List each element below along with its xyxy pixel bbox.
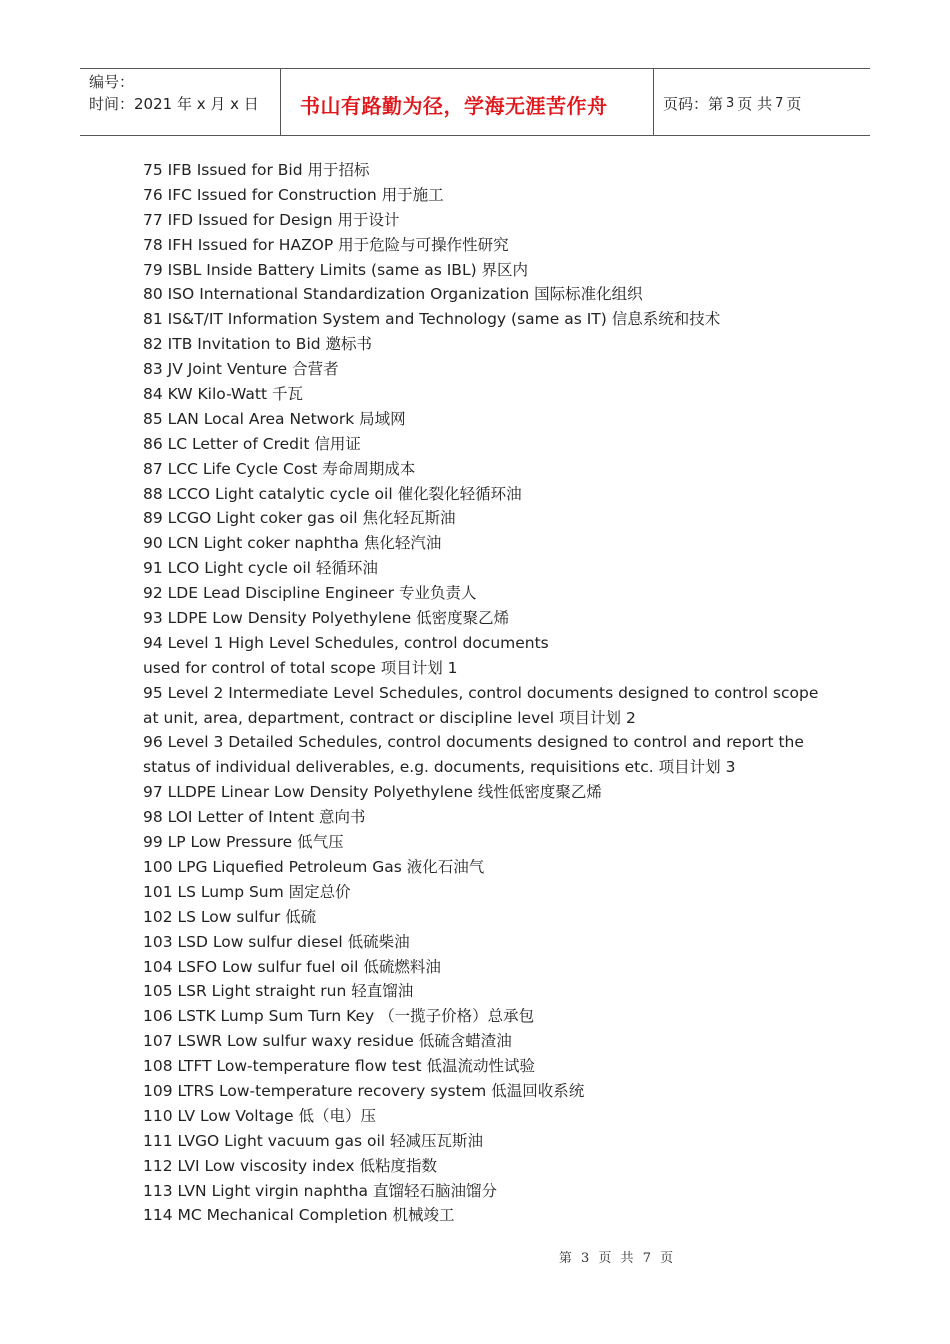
glossary-line: 110 LV Low Voltage 低（电）压 <box>143 1106 376 1125</box>
glossary-line: 105 LSR Light straight run 轻直馏油 <box>143 982 414 1001</box>
time-label: 时间：2021 年 x 月 x 日 <box>89 95 259 113</box>
glossary-list <box>143 158 843 1228</box>
glossary-line: 97 LLDPE Linear Low Density Polyethylene 线性低密度聚乙烯 <box>143 783 602 802</box>
glossary-line: 78 IFH Issued for HAZOP 用于危险与可操作性研究 <box>143 235 509 254</box>
glossary-line: 95 Level 2 Intermediate Level Schedules, control documents designed to control scope <box>143 683 819 702</box>
glossary-line: 76 IFC Issued for Construction 用于施工 <box>143 185 444 204</box>
glossary-line: 104 LSFO Low sulfur fuel oil 低硫燃料油 <box>143 957 441 976</box>
glossary-line: 92 LDE Lead Discipline Engineer 专业负责人 <box>143 584 477 603</box>
page-current: 3 <box>726 95 735 111</box>
glossary-line: 107 LSWR Low sulfur waxy residue 低硫含蜡渣油 <box>143 1032 512 1051</box>
glossary-line: 88 LCCO Light catalytic cycle oil 催化裂化轻循环油 <box>143 484 522 503</box>
glossary-line: 106 LSTK Lump Sum Turn Key （一揽子价格）总承包 <box>143 1007 535 1026</box>
glossary-line: used for control of total scope 项目计划 1 <box>143 658 458 677</box>
glossary-line: 86 LC Letter of Credit 信用证 <box>143 434 361 453</box>
glossary-line: 109 LTRS Low-temperature recovery system 低温回收系统 <box>143 1081 585 1100</box>
page-footer: 第 3 页 共 7 页 <box>558 1251 674 1266</box>
glossary-line: 102 LS Low sulfur 低硫 <box>143 907 317 926</box>
glossary-line: 85 LAN Local Area Network 局域网 <box>143 409 406 428</box>
motto-text: 书山有路勤为径，学海无涯苦作舟 <box>300 94 608 118</box>
glossary-line: 83 JV Joint Venture 合营者 <box>143 360 339 379</box>
header-page-number <box>654 69 870 135</box>
glossary-line: 98 LOI Letter of Intent 意向书 <box>143 808 366 827</box>
glossary-line: 89 LCGO Light coker gas oil 焦化轻瓦斯油 <box>143 509 456 528</box>
glossary-line: 96 Level 3 Detailed Schedules, control documents designed to control and report the <box>143 733 804 752</box>
serial-label: 编号： <box>89 73 135 91</box>
glossary-line: 75 IFB Issued for Bid 用于招标 <box>143 161 370 179</box>
page-total: 7 <box>775 95 784 111</box>
glossary-line: 101 LS Lump Sum 固定总价 <box>143 882 351 901</box>
glossary-line: 113 LVN Light virgin naphtha 直馏轻石脑油馏分 <box>143 1181 497 1200</box>
glossary-line: 112 LVI Low viscosity index 低粘度指数 <box>143 1156 437 1175</box>
glossary-line: 103 LSD Low sulfur diesel 低硫柴油 <box>143 932 410 951</box>
page-header <box>80 68 870 136</box>
glossary-line: 87 LCC Life Cycle Cost 寿命周期成本 <box>143 459 416 478</box>
page-prefix: 页码：第 <box>663 94 724 113</box>
glossary-line: 81 IS&T/IT Information System and Technology (same as IT) 信息系统和技术 <box>143 310 721 329</box>
glossary-line: 80 ISO International Standardization Organization 国际标准化组织 <box>143 285 643 304</box>
page-suffix: 页 <box>786 94 802 113</box>
glossary-line: 90 LCN Light coker naphtha 焦化轻汽油 <box>143 534 442 553</box>
header-motto <box>281 69 654 135</box>
header-meta <box>80 69 281 135</box>
glossary-line: status of individual deliverables, e.g. documents, requisitions etc. 项目计划 3 <box>143 758 736 777</box>
glossary-line: 79 ISBL Inside Battery Limits (same as IBL) 界区内 <box>143 260 529 279</box>
glossary-line: 114 MC Mechanical Completion 机械竣工 <box>143 1206 455 1225</box>
glossary-line: 111 LVGO Light vacuum gas oil 轻减压瓦斯油 <box>143 1131 484 1150</box>
glossary-line: 99 LP Low Pressure 低气压 <box>143 833 344 852</box>
glossary-line: 84 KW Kilo-Watt 千瓦 <box>143 385 303 404</box>
glossary-line: 94 Level 1 High Level Schedules, control documents <box>143 633 549 652</box>
glossary-line: 91 LCO Light cycle oil 轻循环油 <box>143 559 378 578</box>
glossary-line: 82 ITB Invitation to Bid 邀标书 <box>143 335 373 354</box>
glossary-line: 93 LDPE Low Density Polyethylene 低密度聚乙烯 <box>143 609 510 628</box>
page-mid: 页 共 <box>737 94 773 113</box>
glossary-line: 77 IFD Issued for Design 用于设计 <box>143 210 400 229</box>
glossary-line: at unit, area, department, contract or discipline level 项目计划 2 <box>143 708 636 727</box>
glossary-line: 100 LPG Liquefied Petroleum Gas 液化石油气 <box>143 857 485 876</box>
glossary-line: 108 LTFT Low-temperature flow test 低温流动性试验 <box>143 1057 536 1076</box>
